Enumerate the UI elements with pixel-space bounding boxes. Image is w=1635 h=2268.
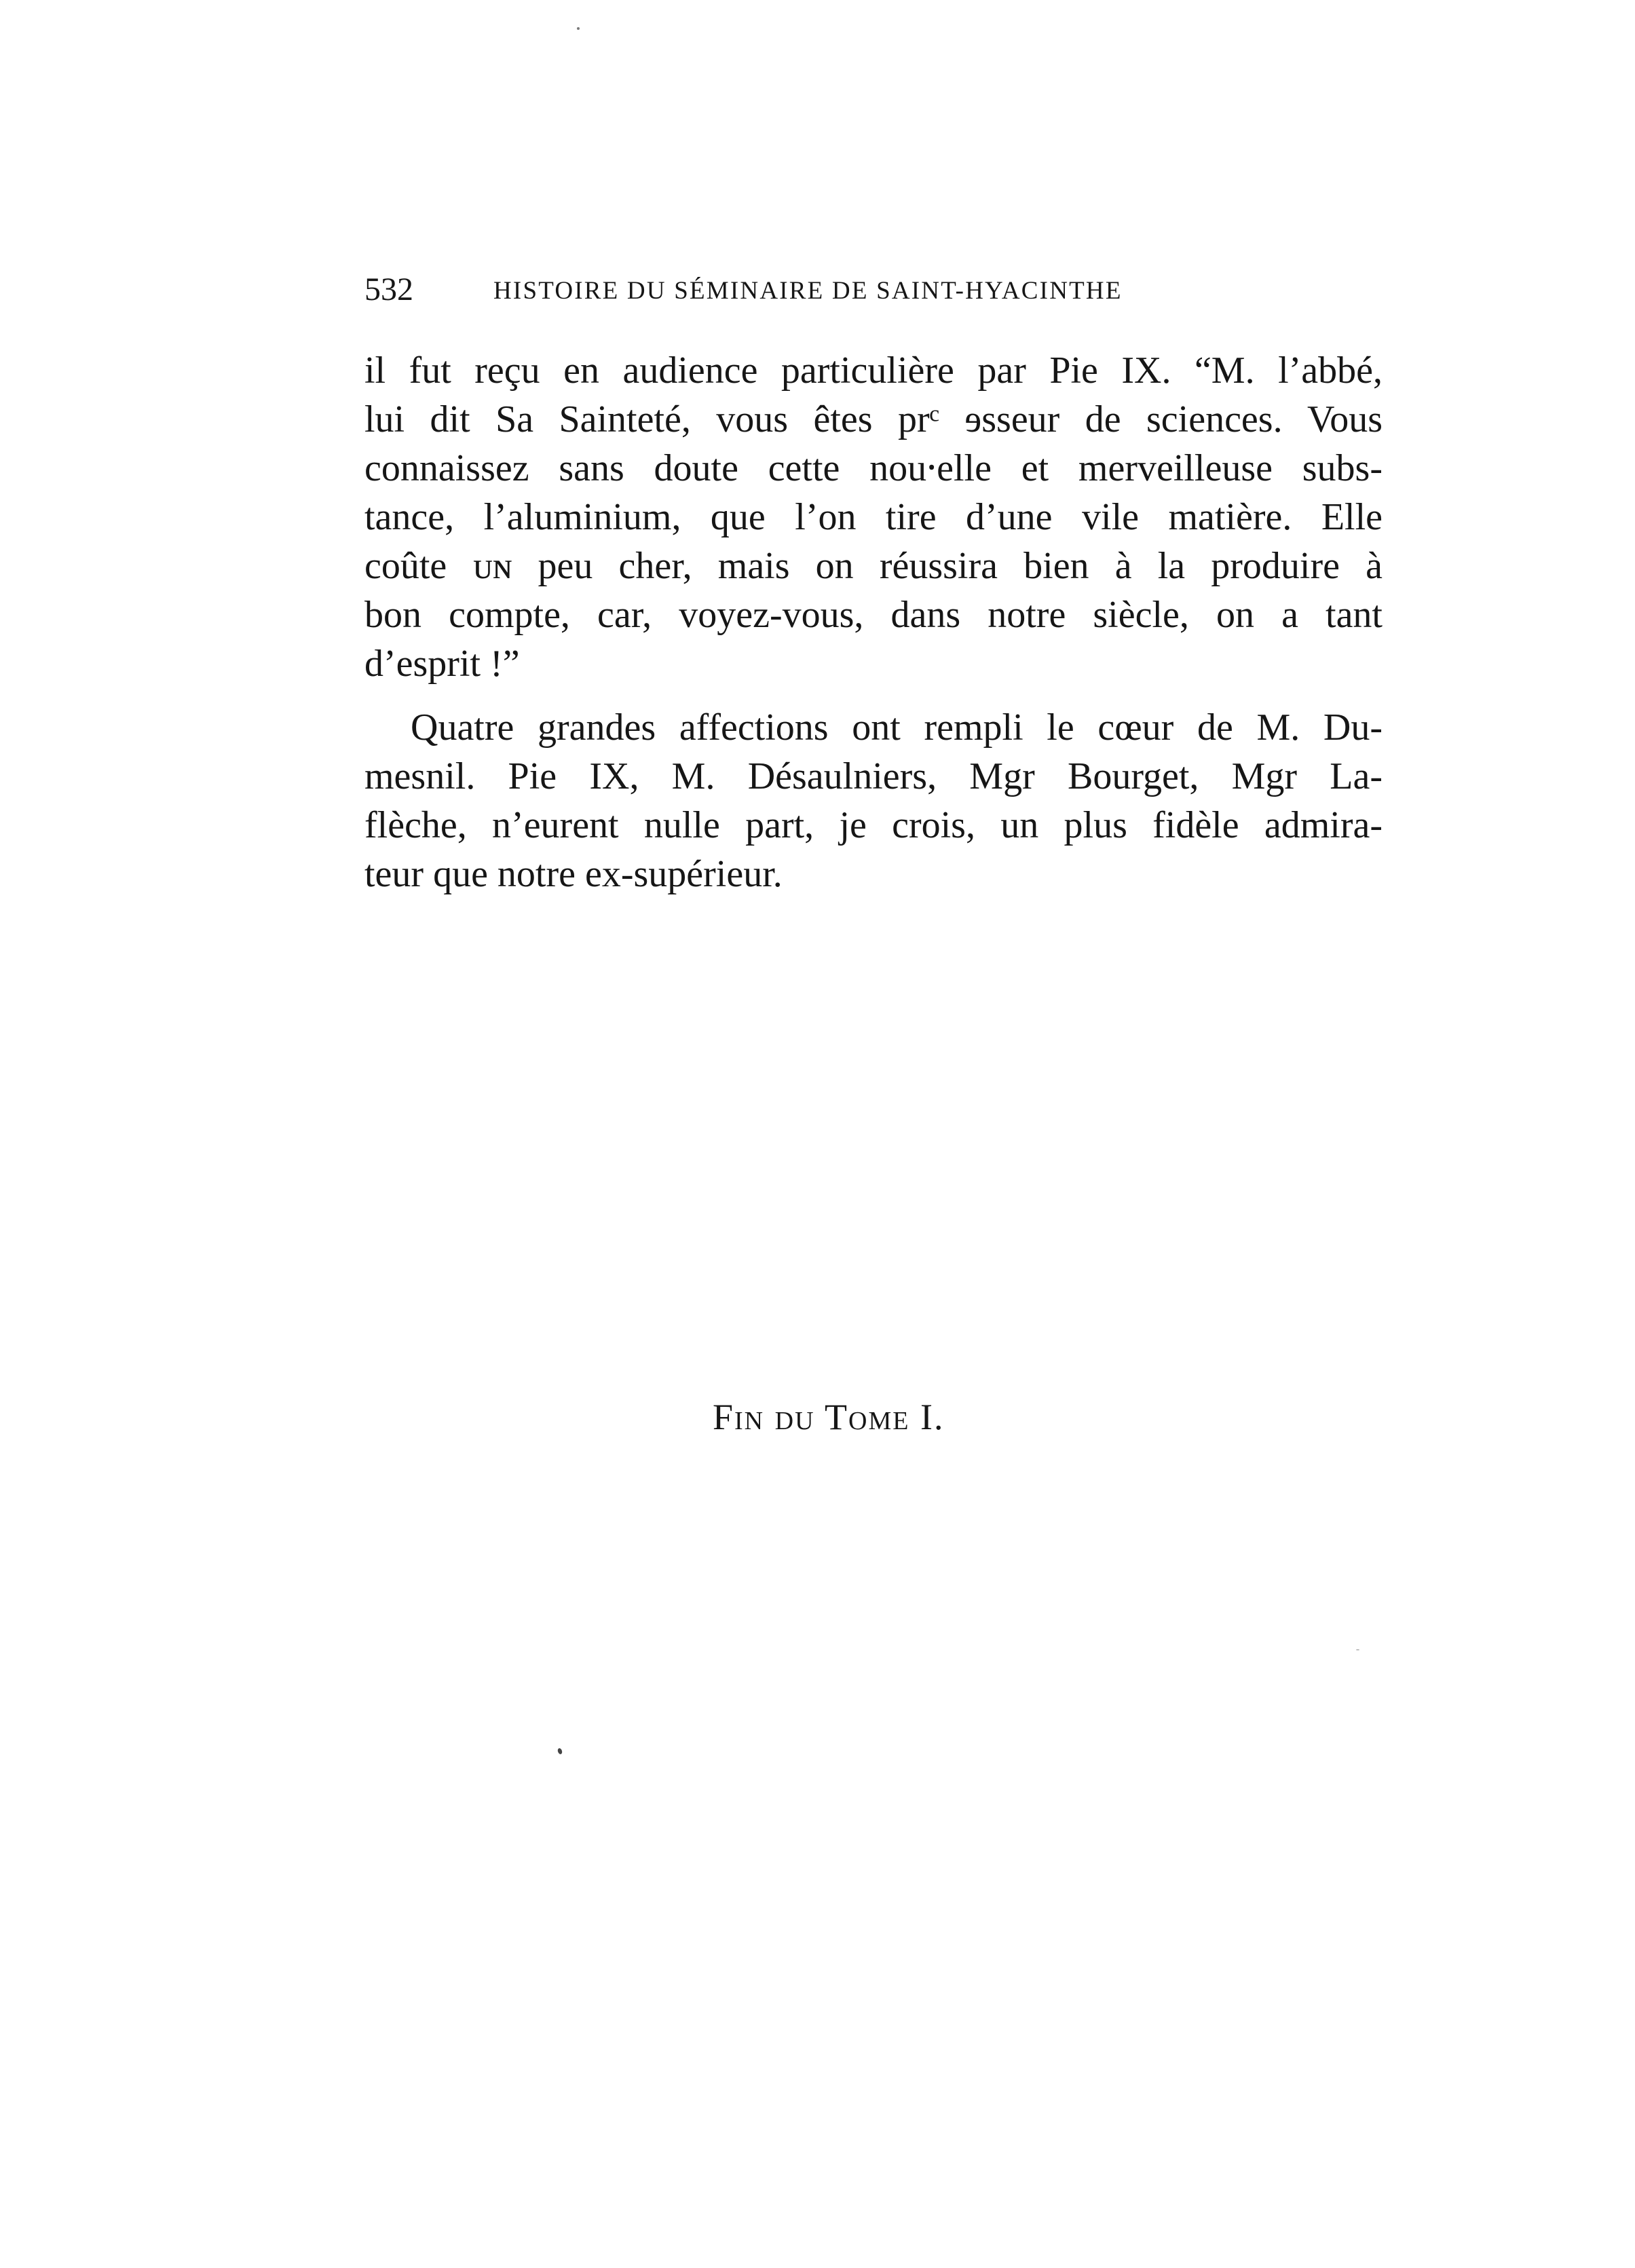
text-line: il fut reçu en audience particulière par Pie IX. “M. l’abbé, <box>364 349 1383 392</box>
text-line: d’esprit !” <box>364 643 520 685</box>
scan-speck <box>577 27 580 30</box>
text-line: teur que notre ex-supérieur. <box>364 853 783 895</box>
scan-speck <box>557 1747 563 1755</box>
text-line: Quatre grandes affections ont rempli le cœur de M. Du- <box>411 706 1383 749</box>
body-text <box>364 346 1383 899</box>
text-line: coûte ᴜɴ peu cher, mais on réussira bien à la produire à <box>364 545 1383 587</box>
running-head <box>364 266 1383 314</box>
paragraph-1 <box>364 346 1383 688</box>
page-number: 532 <box>364 271 413 307</box>
end-of-volume-mark: Fin du Tome I. <box>713 1397 945 1437</box>
text-line: mesnil. Pie IX, M. Désaulniers, Mgr Bourget, Mgr La- <box>364 755 1383 797</box>
scan-speck <box>1356 1649 1359 1650</box>
text-line: connaissez sans doute cette nou⸱elle et merveilleuse subs- <box>364 447 1383 489</box>
text-line: tance, l’aluminium, que l’on tire d’une vile matière. Elle <box>364 496 1383 538</box>
paragraph-2 <box>364 703 1383 899</box>
text-line: flèche, n’eurent nulle part, je crois, un plus fidèle admira- <box>364 804 1383 846</box>
text-line: lui dit Sa Sainteté, vous êtes prᶜ ɘsseur de sciences. Vous <box>364 398 1383 440</box>
text-line: bon compte, car, voyez-vous, dans notre siècle, on a tant <box>364 594 1383 636</box>
running-title: HISTOIRE DU SÉMINAIRE DE SAINT-HYACINTHE <box>493 277 1123 305</box>
